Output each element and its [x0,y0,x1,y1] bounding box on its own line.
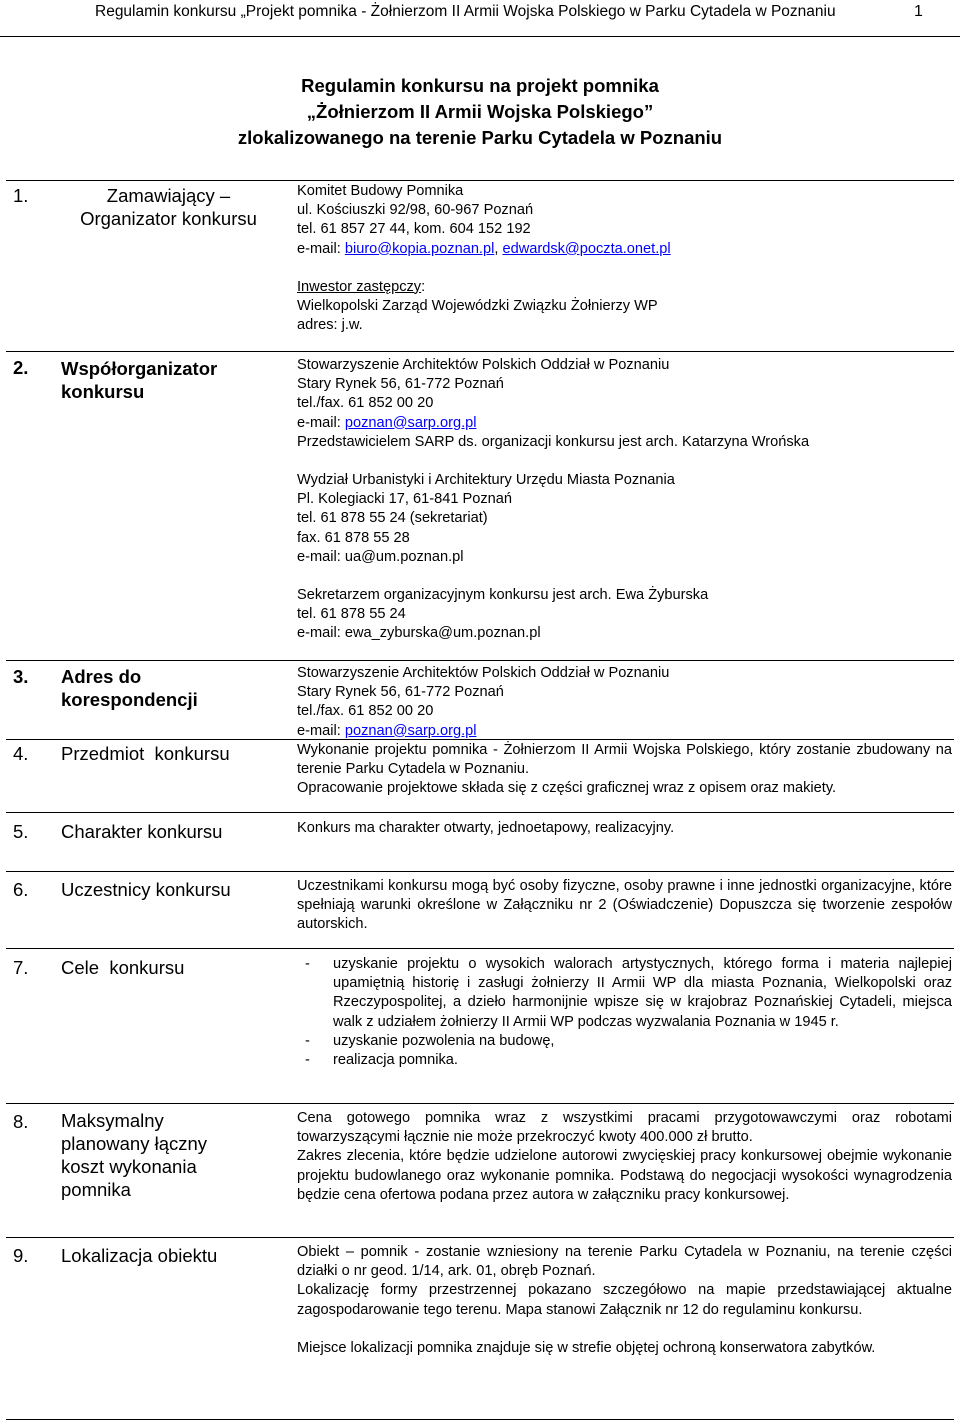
section-number: 4. [13,743,29,764]
email-label: e-mail: [297,722,345,739]
section-label: Współorganizator konkursu [61,358,218,402]
paragraph: Wykonanie projektu pomnika - Żołnierzom II Armii Wojska Polskiego, który zostanie zbudowany na terenie Parku Cytadela w Poznaniu. [297,742,952,778]
text-line: adres: j.w. [297,317,363,334]
email-link[interactable]: poznan@sarp.org.pl [344,722,477,739]
paragraph: Opracowanie projektowe składa się z części graficznej wraz z opisem oraz makiety. [297,780,837,797]
table-rule [6,948,954,949]
text-line: Wielkopolski Zarząd Wojewódzki Związku Żołnierzy WP [297,298,658,315]
list-dash: - [305,1052,310,1069]
email-line [297,722,952,741]
text-line: Przedstawicielem SARP ds. organizacji konkursu jest arch. Katarzyna Wrońska [297,433,810,450]
section-content [297,877,952,935]
running-title: Regulamin konkursu „Projekt pomnika - Żołnierzom II Armii Wojska Polskiego w Parku Cytadela w Poznaniu [95,3,836,20]
section-content [297,356,952,644]
list-item [305,1032,952,1051]
table-rule [6,812,954,813]
table-rule [6,351,954,352]
table-rule [6,1237,954,1238]
text-line: Pl. Kolegiacki 17, 61-841 Poznań [297,491,512,508]
email-link[interactable]: poznan@sarp.org.pl [344,414,477,431]
investor-colon: : [421,278,426,295]
text-line: fax. 61 878 55 28 [297,529,410,546]
section-content [297,741,952,799]
text-line: tel. 61 857 27 44, kom. 604 152 192 [297,221,531,238]
text-line: tel./fax. 61 852 00 20 [297,395,434,412]
table-rule [6,180,954,181]
text-line: Stary Rynek 56, 61-772 Poznań [297,376,504,393]
text-line: tel. 61 878 55 24 (sekretariat) [297,510,488,527]
paragraph: Miejsce lokalizacji pomnika znajduje się w strefie objętej ochroną konserwatora zabytków. [297,1339,876,1356]
list-item [305,1051,952,1070]
section-number: 5. [13,821,29,842]
section-number: 1. [13,185,29,206]
section-label: Cele konkursu [61,957,185,978]
text-line: tel. 61 878 55 24 [297,606,406,623]
section-content [297,819,952,838]
section-label: Uczestnicy konkursu [61,879,231,900]
table-rule [6,1103,954,1104]
table-rule [6,1419,954,1420]
paragraph: Cena gotowego pomnika wraz z wszystkimi pracami przygotowawczymi oraz robotami towarzyszącymi łącznie nie może przekroczyć kwoty 400.000 zł brutto. [297,1110,952,1146]
page-number: 1 [914,3,923,20]
email-label: e-mail: [297,414,345,431]
title-line-2: „Żołnierzom II Armii Wojska Polskiego” [306,101,654,122]
text-line: Stowarzyszenie Architektów Polskich Oddział w Poznaniu [297,665,670,681]
text-line: tel./fax. 61 852 00 20 [297,703,434,720]
text-line: Wydział Urbanistyki i Architektury Urzędu Miasta Poznania [297,472,675,489]
section-number: 3. [13,666,29,687]
text-line: e-mail: ewa_zyburska@um.poznan.pl [297,625,541,642]
email-line [297,414,952,433]
section-label: Maksymalny planowany łączny koszt wykonania pomnika [61,1110,208,1200]
section-content [297,1109,952,1205]
section-label: Charakter konkursu [61,821,223,842]
email-link[interactable]: biuro@kopia.poznan.pl [344,240,495,257]
section-content [305,955,952,1070]
email-link[interactable]: edwardsk@poczta.onet.pl [502,240,671,257]
paragraph: Zakres zlecenia, które będzie udzielone autorowi zwycięskiej pracy konkursowej obejmie wykonanie projektu budowlanego oraz wykonanie pomnika. Podstawą do negocjacji wysokości wynagrodzenia będzie cena ofertowa podana przez autora w załączniku pracy konkursowej. [297,1148,952,1203]
paragraph: Lokalizację formy przestrzennej pokazano szczegółowo na mapie przedstawiającej aktualne zagospodarowanie tego terenu. Mapa stanowi Załącznik nr 12 do regulaminu konkursu. [297,1282,952,1318]
section-label: Zamawiający – Organizator konkursu [80,185,257,229]
email-label: e-mail: [297,240,345,257]
investor-label: Inwestor zastępczy [297,278,422,295]
section-content [297,664,952,741]
section-content [297,182,952,335]
section-number: 7. [13,957,29,978]
table-rule [6,660,954,661]
section-number: 6. [13,879,29,900]
list-dash: - [305,1032,310,1049]
title-line-1: Regulamin konkursu na projekt pomnika [301,75,659,96]
list-item-text: realizacja pomnika. [333,1052,458,1069]
text-line: Stowarzyszenie Architektów Polskich Oddział w Poznaniu [297,357,670,373]
section-label: Przedmiot konkursu [61,743,230,764]
text-line: Komitet Budowy Pomnika [297,183,464,199]
section-label: Lokalizacja obiektu [61,1245,218,1266]
list-item-text: uzyskanie projektu o wysokich walorach artystycznych, którego forma i materia najlepiej upamiętnią historię i zasługi żołnierzy II Armii WP dla miasta Poznania, Wielkopolski oraz Rzeczypospolitej, a dzieło harmonijnie wpisze się w krajobraz Poznańskiej Cytadeli, miejsca walk z udziałem żołnierzy II Armii WP podczas wyzwalania Poznania w 1945 r. [333,956,952,1030]
paragraph: Konkurs ma charakter otwarty, jednoetapowy, realizacyjny. [297,820,675,836]
email-separator: , [494,240,503,257]
paragraph: Uczestnikami konkursu mogą być osoby fizyczne, osoby prawne i inne jednostki organizacyjne, które spełniają warunki określone w Załączniku nr 2 (Oświadczenie) Dopuszcza się tworzenie zespołów autorskich. [297,878,952,933]
list-dash: - [305,956,310,972]
title-line-3: zlokalizowanego na terenie Parku Cytadela w Poznaniu [237,127,723,148]
section-number: 8. [13,1111,29,1132]
investor-line [297,278,952,297]
text-line: Sekretarzem organizacyjnym konkursu jest arch. Ewa Żyburska [297,587,709,604]
paragraph: Obiekt – pomnik - zostanie wzniesiony na terenie Parku Cytadela w Poznaniu, na terenie części działki o nr geod. 1/14, ark. 01, obręb Poznań. [297,1244,952,1280]
table-rule [6,871,954,872]
section-content [297,1243,952,1358]
email-line [297,240,952,259]
section-number: 2. [13,357,29,378]
section-label: Adres do korespondencji [61,666,198,710]
list-item-text: uzyskanie pozwolenia na budowę, [333,1032,555,1049]
text-line: ul. Kościuszki 92/98, 60-967 Poznań [297,202,534,219]
text-line: Stary Rynek 56, 61-772 Poznań [297,684,504,701]
text-line: e-mail: ua@um.poznan.pl [297,548,464,565]
section-number: 9. [13,1245,29,1266]
list-item [305,955,952,1032]
